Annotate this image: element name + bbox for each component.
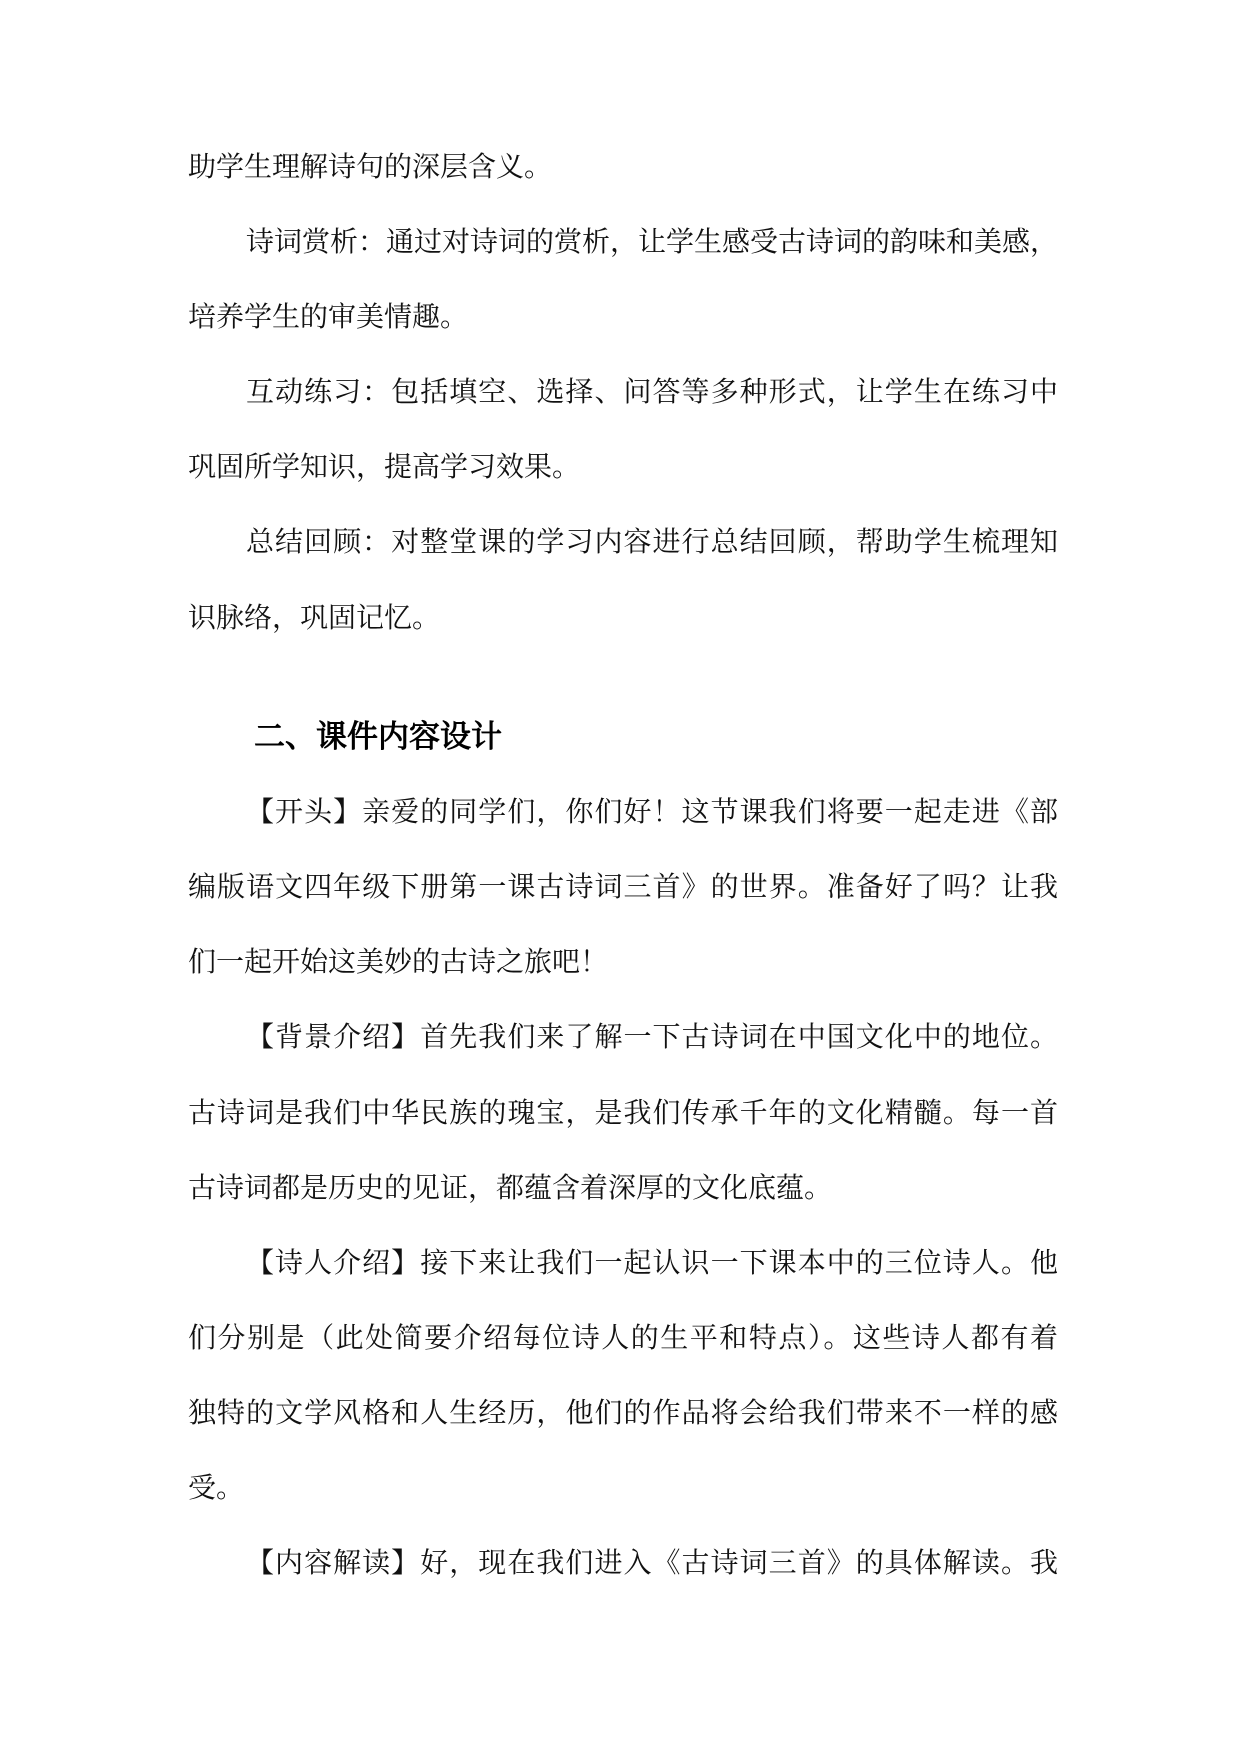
paragraph-line: 总结回顾：对整堂课的学习内容进行总结回顾，帮助学生梳理知 — [246, 525, 1058, 558]
paragraph-line: 们一起开始这美妙的古诗之旅吧！ — [188, 945, 609, 978]
paragraph-line: 互动练习：包括填空、选择、问答等多种形式，让学生在练习中 — [246, 375, 1058, 408]
paragraph-line: 培养学生的审美情趣。 — [188, 300, 469, 333]
paragraph-line: 识脉络，巩固记忆。 — [188, 601, 441, 634]
paragraph-line: 巩固所学知识，提高学习效果。 — [188, 450, 581, 483]
paragraph-line: 【背景介绍】首先我们来了解一下古诗词在中国文化中的地位。 — [246, 1020, 1058, 1053]
section-heading: 二、课件内容设计 — [254, 719, 502, 755]
paragraph-line: 受。 — [188, 1471, 245, 1504]
paragraph-line: 【开头】亲爱的同学们，你们好！这节课我们将要一起走进《部 — [246, 795, 1058, 828]
paragraph-line: 【诗人介绍】接下来让我们一起认识一下课本中的三位诗人。他 — [246, 1246, 1058, 1279]
paragraph-line: 古诗词是我们中华民族的瑰宝，是我们传承千年的文化精髓。每一首 — [188, 1096, 1058, 1129]
paragraph-line: 独特的文学风格和人生经历，他们的作品将会给我们带来不一样的感 — [188, 1396, 1058, 1429]
paragraph-line: 古诗词都是历史的见证，都蕴含着深厚的文化底蕴。 — [188, 1171, 833, 1204]
paragraph-line: 助学生理解诗句的深层含义。 — [188, 150, 553, 183]
paragraph-line: 们分别是（此处简要介绍每位诗人的生平和特点）。这些诗人都有着 — [188, 1321, 1058, 1354]
paragraph-line: 诗词赏析：通过对诗词的赏析，让学生感受古诗词的韵味和美感， — [246, 225, 1059, 258]
paragraph-line: 编版语文四年级下册第一课古诗词三首》的世界。准备好了吗？让我 — [188, 870, 1058, 903]
paragraph-line: 【内容解读】好，现在我们进入《古诗词三首》的具体解读。我 — [246, 1546, 1058, 1579]
